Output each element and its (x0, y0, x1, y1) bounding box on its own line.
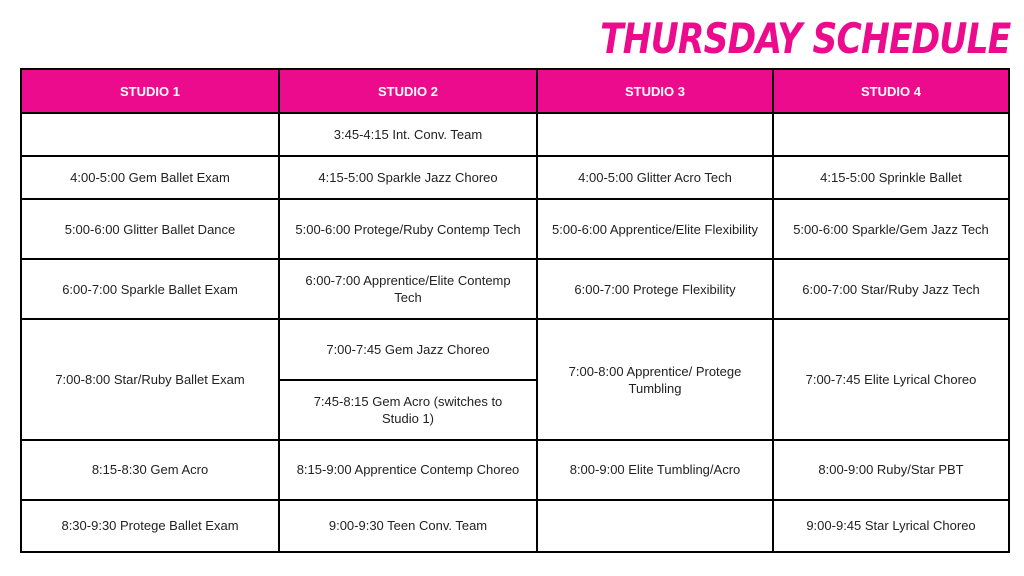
table-row (21, 156, 1009, 199)
page-title: THURSDAY SCHEDULE (599, 14, 1010, 63)
cell-studio-2: 3:45-4:15 Int. Conv. Team (279, 113, 537, 156)
cell-studio-2: 4:15-5:00 Sparkle Jazz Choreo (279, 156, 537, 199)
cell-studio-1: 4:00-5:00 Gem Ballet Exam (21, 156, 279, 199)
cell-studio-4: 4:15-5:00 Sprinkle Ballet (773, 156, 1009, 199)
table-row (21, 113, 1009, 156)
table-row (21, 199, 1009, 259)
cell-studio-4: 7:00-7:45 Elite Lyrical Choreo (773, 319, 1009, 439)
cell-studio-1: 5:00-6:00 Glitter Ballet Dance (21, 199, 279, 259)
header-row (21, 69, 1009, 113)
cell-studio-4 (773, 113, 1009, 156)
cell-studio-4: 6:00-7:00 Star/Ruby Jazz Tech (773, 259, 1009, 319)
cell-studio-1: 8:30-9:30 Protege Ballet Exam (21, 500, 279, 552)
table-row (21, 319, 1009, 379)
cell-studio-2: 7:45-8:15 Gem Acro (switches to Studio 1) (279, 380, 537, 440)
table-row (21, 500, 1009, 552)
header-studio-2: STUDIO 2 (279, 69, 537, 113)
cell-studio-2: 7:00-7:45 Gem Jazz Choreo (279, 319, 537, 379)
cell-studio-3 (537, 500, 773, 552)
cell-studio-2: 8:15-9:00 Apprentice Contemp Choreo (279, 440, 537, 500)
cell-studio-1 (21, 113, 279, 156)
cell-studio-4: 9:00-9:45 Star Lyrical Choreo (773, 500, 1009, 552)
header-studio-3: STUDIO 3 (537, 69, 773, 113)
cell-studio-3: 7:00-8:00 Apprentice/ Protege Tumbling (537, 319, 773, 439)
header-studio-1: STUDIO 1 (21, 69, 279, 113)
cell-studio-1: 7:00-8:00 Star/Ruby Ballet Exam (21, 319, 279, 439)
cell-studio-4: 5:00-6:00 Sparkle/Gem Jazz Tech (773, 199, 1009, 259)
cell-studio-2: 9:00-9:30 Teen Conv. Team (279, 500, 537, 552)
table-row (21, 259, 1009, 319)
cell-studio-3: 8:00-9:00 Elite Tumbling/Acro (537, 440, 773, 500)
table-row (21, 440, 1009, 500)
cell-studio-4: 8:00-9:00 Ruby/Star PBT (773, 440, 1009, 500)
cell-studio-3: 5:00-6:00 Apprentice/Elite Flexibility (537, 199, 773, 259)
cell-studio-2: 5:00-6:00 Protege/Ruby Contemp Tech (279, 199, 537, 259)
cell-studio-1: 6:00-7:00 Sparkle Ballet Exam (21, 259, 279, 319)
cell-studio-3: 6:00-7:00 Protege Flexibility (537, 259, 773, 319)
schedule-table (20, 68, 1010, 553)
header-studio-4: STUDIO 4 (773, 69, 1009, 113)
cell-studio-3: 4:00-5:00 Glitter Acro Tech (537, 156, 773, 199)
cell-studio-3 (537, 113, 773, 156)
cell-studio-2: 6:00-7:00 Apprentice/Elite Contemp Tech (279, 259, 537, 319)
cell-studio-1: 8:15-8:30 Gem Acro (21, 440, 279, 500)
